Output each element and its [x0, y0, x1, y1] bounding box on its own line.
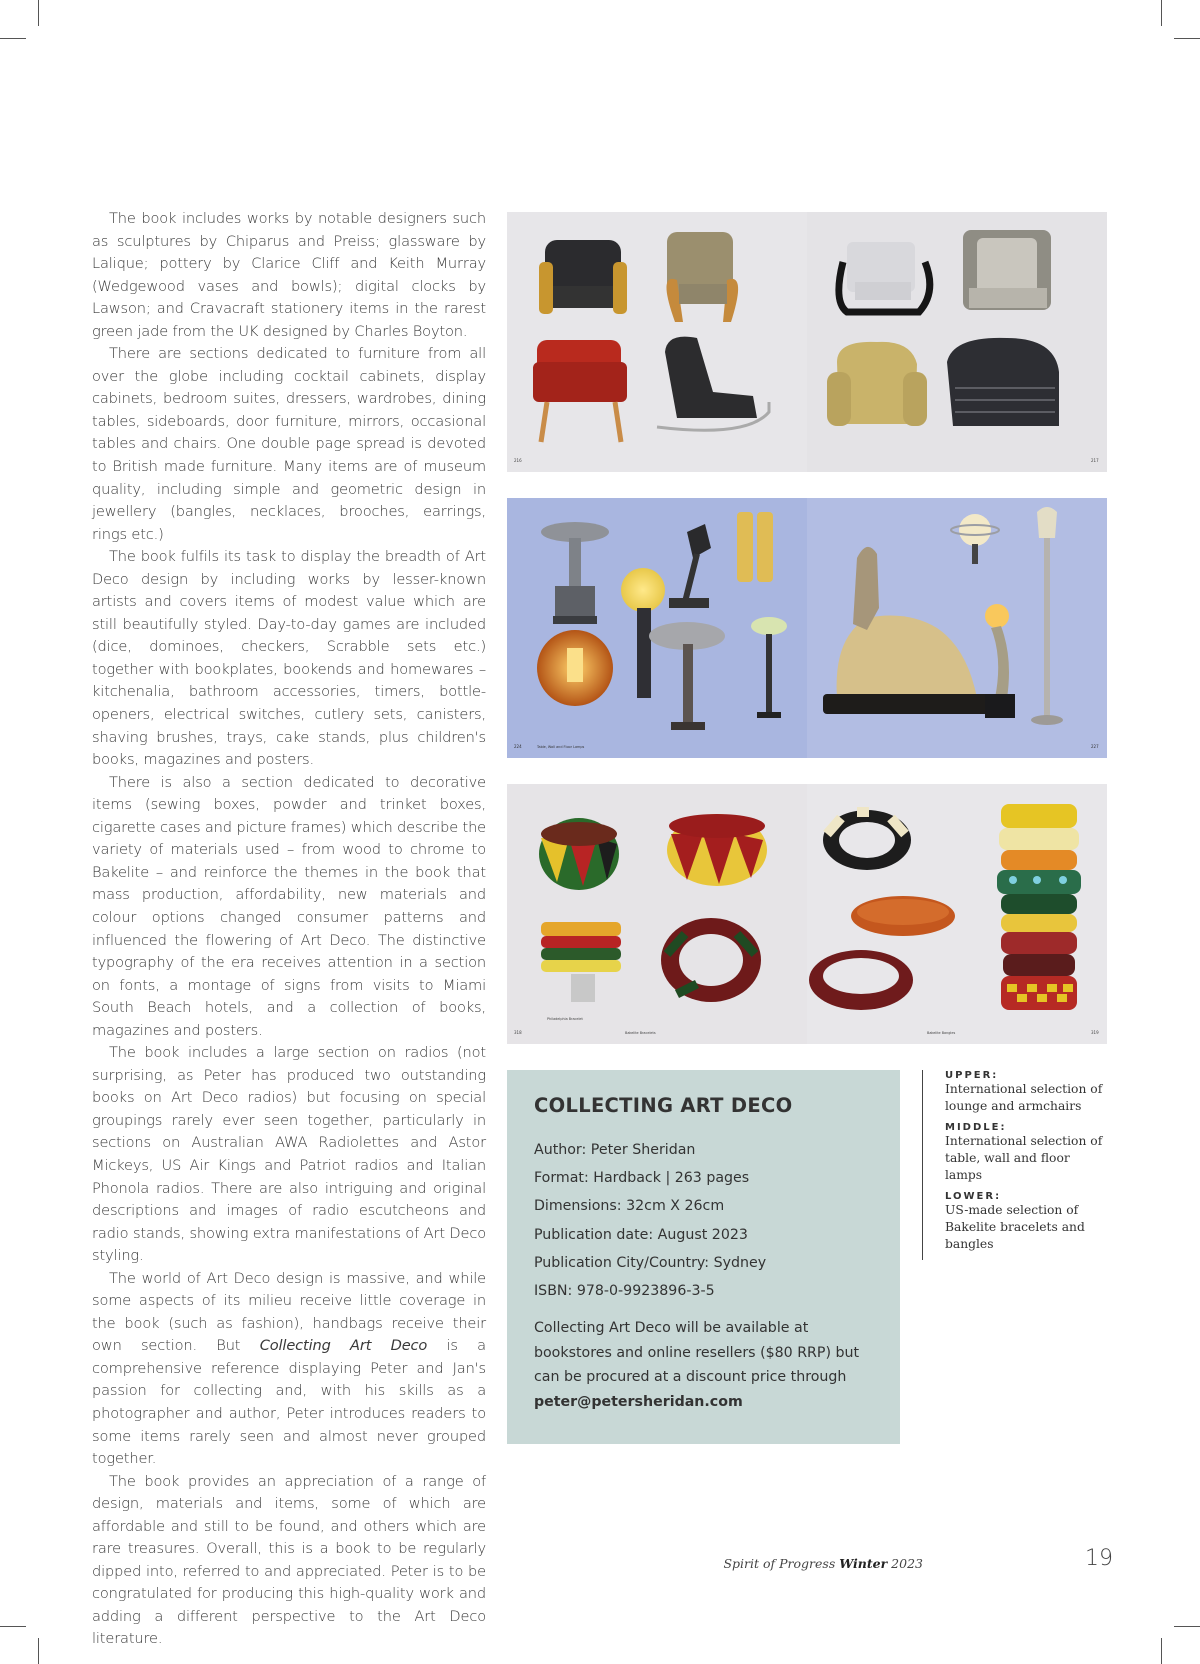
- caption-label-upper: UPPER:: [945, 1070, 999, 1081]
- page-number: 227: [1091, 744, 1099, 749]
- page-number: 318: [514, 1030, 522, 1035]
- paragraph: The book includes a large section on radios (not surprising, as Peter has produced two outstanding books on Art Deco radios) but focusing on special groupings rarely ever seen together, particularly in sections on Australian AWA Radiolettes and Astor Mickeys, US Air Kings and Patriot radios and Italian Phonola radios. There are also intriguing and original descriptions and images of radio escutcheons and radio stands, showing extra manifestations of Art Deco styling.: [92, 1044, 486, 1265]
- availability-text: [534, 1316, 864, 1415]
- article-body: [92, 208, 486, 1651]
- bracelet-stack-image: [997, 804, 1081, 1010]
- paragraph-text: is a comprehensive reference displaying Peter and Jan's passion for collecting and, with his skills as a photographer and author, Peter introduces readers to some items rarely seen and almost never grouped together.: [92, 1337, 486, 1468]
- page-number: 224: [514, 744, 522, 749]
- spread-caption: Bakelite Bangles: [927, 1031, 956, 1035]
- book-info-box: [507, 1070, 900, 1444]
- dimensions-line: Dimensions: 32cm X 26cm: [534, 1198, 725, 1215]
- email-link[interactable]: peter@petersheridan.com: [534, 1394, 743, 1411]
- bracelet-image: [661, 918, 761, 1002]
- crop-mark: [1174, 1626, 1200, 1627]
- photo-captions: [922, 1070, 1105, 1260]
- caption-label-lower: LOWER:: [945, 1191, 1002, 1202]
- caption-label-middle: MIDDLE:: [945, 1122, 1007, 1133]
- bracelet-image: [823, 810, 911, 870]
- paragraph: There is also a section dedicated to decorative items (sewing boxes, powder and trinket boxes, cigarette cases and picture frames) which describe the variety of materials used – from wood to chrome to Bakelite – and reinforce the themes in the book that mass production, affordability, new materials and colour options changed consumer patterns and influenced the flowering of Art Deco. The distinctive typography of the era receives attention in a section on fonts, a montage of signs from visits to Miami South Beach hotels, and a collection of books, magazines and posters.: [92, 773, 487, 1039]
- book-details: [534, 1136, 766, 1305]
- pubdate-line: Publication date: August 2023: [534, 1226, 748, 1243]
- magazine-name: Spirit of Progress: [723, 1556, 840, 1571]
- page-number: 216: [514, 458, 522, 463]
- book-title: COLLECTING ART DECO: [534, 1094, 793, 1117]
- caption-text-middle: International selection of table, wall and floor lamps: [945, 1134, 1103, 1182]
- format-line: Format: Hardback | 263 pages: [534, 1170, 750, 1187]
- paragraph: The book provides an appreciation of a range of design, materials and items, some of which are affordable and still to be found, and others which are rare treasures. Overall, this is a book to be regularly dipped into, referred to and appreciated. Peter is to be congratulated for producing this high-quality work and adding a different perspective to the Art Deco literature.: [92, 1472, 486, 1648]
- issue-year: 2023: [887, 1556, 923, 1571]
- caption-text-lower: US-made selection of Bakelite bracelets and bangles: [945, 1203, 1085, 1251]
- crop-mark: [38, 0, 39, 26]
- crop-mark: [0, 38, 26, 39]
- isbn-line: ISBN: 978-0-9923896-3-5: [534, 1283, 715, 1300]
- paragraph: The book includes works by notable designers such as sculptures by Chiparus and Preiss; glassware by Lalique; pottery by Clarice Cliff and Keith Murray (Wedgewood vases and bowls); digital clocks by Lawson; and Cravacraft stationery items in the rarest green jade from the UK designed by Charles Boyton.: [92, 210, 486, 340]
- armchair-image: [963, 230, 1051, 310]
- crop-mark: [1174, 38, 1200, 39]
- author-line: Author: Peter Sheridan: [534, 1142, 696, 1158]
- page-number: 319: [1091, 1030, 1099, 1035]
- photo-spread-lamps: [507, 498, 1107, 758]
- availability-sentence: Collecting Art Deco will be available at bookstores and online resellers ($80 RRP) but can be procured at a discount price through: [534, 1320, 860, 1386]
- spread-caption: Bakelite Bracelets: [625, 1031, 656, 1035]
- page-number: 217: [1091, 458, 1099, 463]
- crop-mark: [0, 1626, 26, 1627]
- crop-mark: [38, 1638, 39, 1664]
- armchair-image: [827, 342, 927, 426]
- armchair-image: [539, 240, 627, 314]
- paragraph: The book fulfils its task to display the breadth of Art Deco design by including works by lesser-known artists and covers items of modest value which are still beautifully styled. Day-to-day games are included (dice, dominoes, checkers, Scrabble sets etc.) together with bookplates, bookends and homewares – kitchenalia, bathroom accessories, timers, bottle-openers, electrical switches, cutlery sets, canisters, shaving brushes, trays, cake stands, plus children's books, magazines and posters.: [92, 548, 486, 769]
- spread-caption: Table, Wall and Floor Lamps: [537, 745, 585, 749]
- bracelet-image: [667, 814, 767, 886]
- city-line: Publication City/Country: Sydney: [534, 1254, 767, 1271]
- photo-spread-chairs: [507, 212, 1107, 472]
- photo-spread-bracelets: [507, 784, 1107, 1044]
- crop-mark: [1161, 1638, 1162, 1664]
- paragraph: [92, 1268, 486, 1471]
- armchair-image: [947, 338, 1059, 426]
- issue-season: Winter: [839, 1556, 888, 1571]
- bracelet-image: [539, 818, 619, 890]
- page-number: 19: [1085, 1546, 1113, 1571]
- running-footer: [723, 1556, 923, 1571]
- spread-caption: Philadelphia Bracelet: [547, 1017, 583, 1021]
- paragraph: There are sections dedicated to furniture from all over the globe including cocktail cabinets, display cabinets, bedroom suites, dressers, wardrobes, dining tables, sideboards, door furniture, mirrors, occasional tables and chairs. One double page spread is devoted to British made furniture. Many items are of museum quality, including simple and geometric design in jewellery (bangles, necklaces, brooches, earrings, rings etc.): [92, 345, 486, 543]
- caption-text-upper: International selection of lounge and armchairs: [945, 1082, 1103, 1113]
- book-title-italic: Collecting Art Deco: [259, 1337, 428, 1355]
- paragraph-text: The world of Art Deco design is massive, and while some aspects of its milieu receive little coverage in the book (such as fashion), handbags receive their own section. But: [92, 1269, 486, 1355]
- crop-mark: [1161, 0, 1162, 26]
